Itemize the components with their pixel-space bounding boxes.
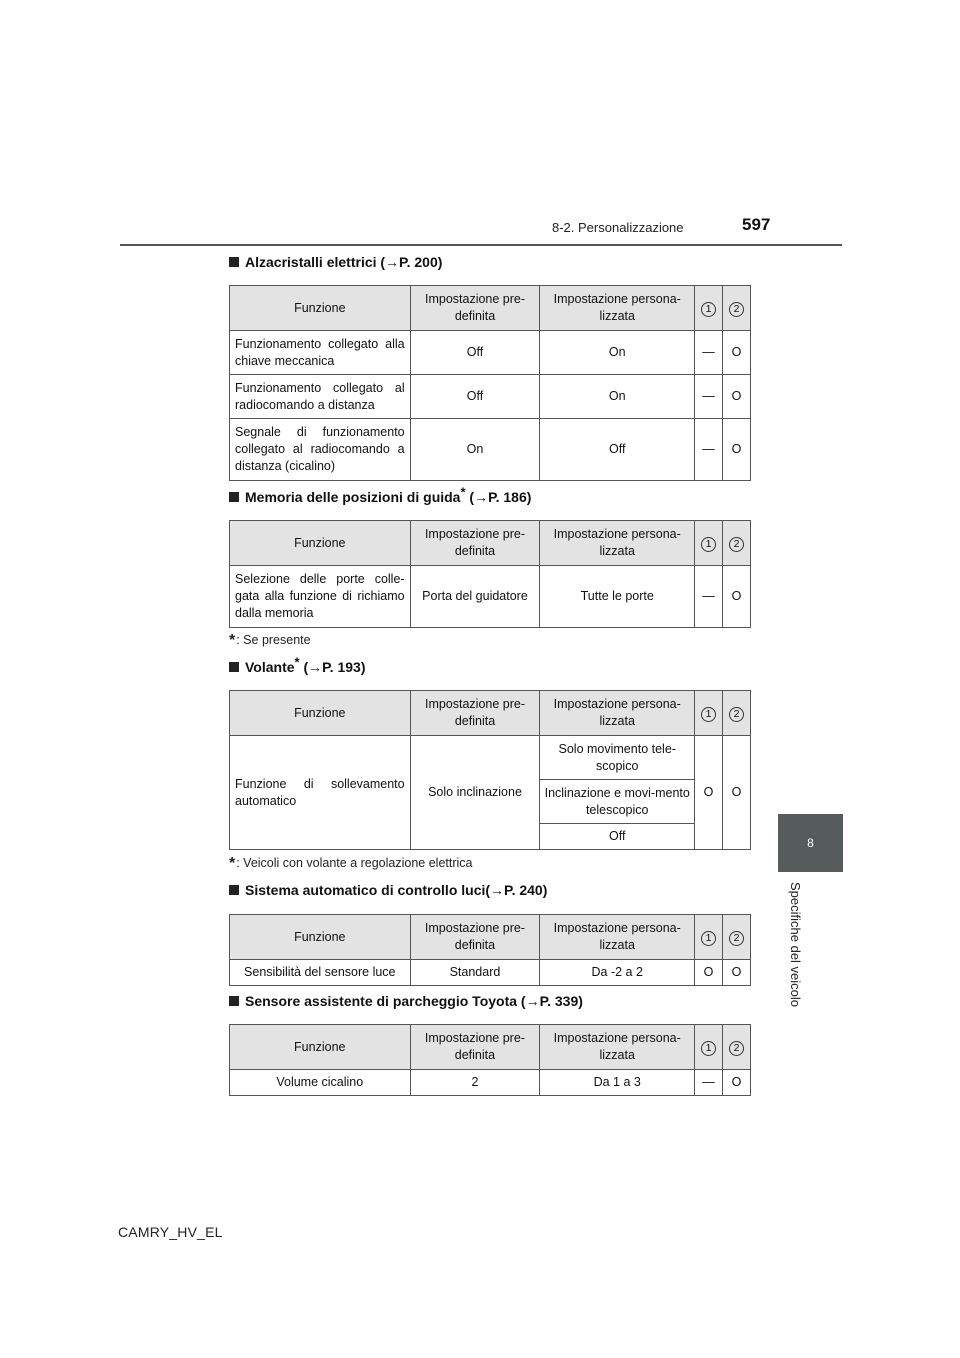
section-title-steering-wheel: Volante* (→P. 193)	[229, 659, 365, 675]
header-section-title: 8-2. Personalizzazione	[552, 220, 684, 235]
section-title-parking-sensor: Sensore assistente di parcheggio Toyota (→P. 339)	[229, 993, 583, 1009]
table-steering-wheel	[229, 690, 751, 850]
footnote-if-equipped: *: Se presente	[229, 632, 311, 649]
table-row: Funzionamento collegato al radiocomando a distanza Off On — O	[230, 375, 751, 419]
header-divider	[120, 244, 842, 246]
col-header-custom: Impostazione persona-lizzata	[540, 286, 695, 331]
circled-1-icon: 1	[701, 537, 716, 552]
square-bullet-icon	[229, 885, 239, 895]
table-row: Volume cicalino 2 Da 1 a 3 — O	[230, 1070, 751, 1096]
footnote-power-steering: *: Veicoli con volante a regolazione elettrica	[229, 855, 473, 872]
document-code: CAMRY_HV_EL	[118, 1224, 223, 1240]
section-title-power-windows: Alzacristalli elettrici (→P. 200)	[229, 254, 442, 270]
table-subrow: Off	[230, 824, 751, 850]
circled-2-icon: 2	[729, 707, 744, 722]
table-header-row	[230, 286, 751, 331]
circled-2-icon: 2	[729, 302, 744, 317]
col-header-2	[723, 521, 751, 566]
table-header-row	[230, 915, 751, 960]
table-subrow: Inclinazione e movi-mento telescopico	[230, 780, 751, 824]
col-header-2	[723, 286, 751, 331]
col-header-function: Funzione	[230, 286, 411, 331]
col-header-2	[723, 915, 751, 960]
table-power-windows	[229, 285, 751, 481]
table-auto-lights	[229, 914, 751, 986]
col-header-default: Impostazione pre-definita	[410, 691, 540, 736]
square-bullet-icon	[229, 492, 239, 502]
section-title-auto-lights: Sistema automatico di controllo luci(→P. 240)	[229, 882, 547, 898]
col-header-2	[723, 691, 751, 736]
col-header-default: Impostazione pre-definita	[410, 286, 540, 331]
table-parking-sensor	[229, 1024, 751, 1096]
circled-1-icon: 1	[701, 931, 716, 946]
col-header-custom: Impostazione persona-lizzata	[540, 915, 695, 960]
table-row: Selezione delle porte colle-gata alla funzione di richiamo dalla memoria Porta del guidatore Tutte le porte — O	[230, 566, 751, 628]
col-header-function: Funzione	[230, 521, 411, 566]
chapter-label: Specifiche del veicolo	[788, 882, 803, 1008]
chapter-number: 8	[807, 836, 814, 850]
circled-1-icon: 1	[701, 707, 716, 722]
col-header-function: Funzione	[230, 915, 411, 960]
circled-2-icon: 2	[729, 537, 744, 552]
table-header-row	[230, 521, 751, 566]
section-title-driving-position-memory: Memoria delle posizioni di guida* (→P. 186)	[229, 489, 531, 505]
col-header-default: Impostazione pre-definita	[410, 521, 540, 566]
square-bullet-icon	[229, 662, 239, 672]
col-header-function: Funzione	[230, 1025, 411, 1070]
circled-2-icon: 2	[729, 931, 744, 946]
col-header-function: Funzione	[230, 691, 411, 736]
table-header-row	[230, 691, 751, 736]
col-header-custom: Impostazione persona-lizzata	[540, 521, 695, 566]
col-header-custom: Impostazione persona-lizzata	[540, 691, 695, 736]
col-header-default: Impostazione pre-definita	[410, 1025, 540, 1070]
table-driving-position-memory	[229, 520, 751, 628]
table-row: Sensibilità del sensore luce Standard Da -2 a 2 O O	[230, 960, 751, 986]
col-header-1	[695, 691, 723, 736]
chapter-tab	[778, 814, 843, 872]
col-header-1	[695, 286, 723, 331]
col-header-2	[723, 1025, 751, 1070]
col-header-default: Impostazione pre-definita	[410, 915, 540, 960]
table-row: Segnale di funzionamento collegato al radiocomando a distanza (cicalino) On Off — O	[230, 419, 751, 481]
table-header-row	[230, 1025, 751, 1070]
square-bullet-icon	[229, 257, 239, 267]
circled-1-icon: 1	[701, 1041, 716, 1056]
circled-1-icon: 1	[701, 302, 716, 317]
table-row: Funzionamento collegato alla chiave meccanica Off On — O	[230, 331, 751, 375]
page-number: 597	[742, 215, 771, 234]
col-header-1	[695, 915, 723, 960]
table-row: Funzione di sollevamento automatico Solo inclinazione Solo movimento tele-scopico O O	[230, 736, 751, 780]
col-header-1	[695, 1025, 723, 1070]
circled-2-icon: 2	[729, 1041, 744, 1056]
col-header-1	[695, 521, 723, 566]
col-header-custom: Impostazione persona-lizzata	[540, 1025, 695, 1070]
square-bullet-icon	[229, 996, 239, 1006]
